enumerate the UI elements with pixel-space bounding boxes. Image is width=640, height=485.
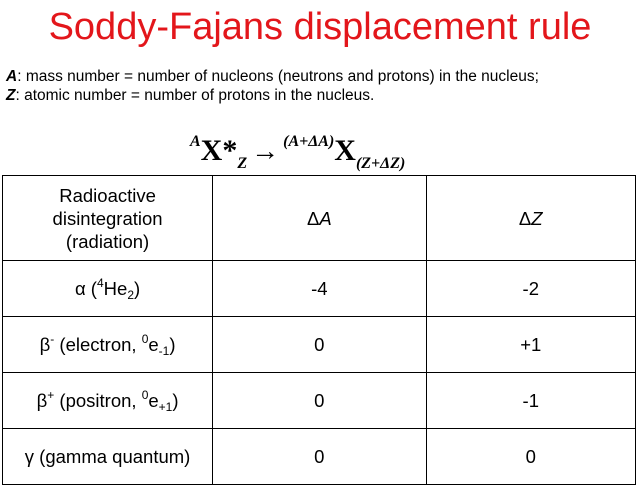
table-header-row: [3, 176, 636, 261]
mass-sup: 0: [141, 331, 149, 346]
decay-table: [2, 175, 636, 485]
formula-atomic-sub: Z: [237, 155, 248, 172]
table-row: [3, 261, 636, 317]
radiation-gamma: [3, 429, 213, 485]
header-var: Z: [531, 207, 543, 229]
definition-mass-number: [6, 67, 638, 86]
header-delta-z: [426, 176, 635, 261]
definitions: [6, 67, 638, 105]
header-line: Radioactive: [59, 184, 156, 206]
delta-a-value: 0: [213, 317, 426, 373]
table-row: [3, 373, 636, 429]
close-paren: ): [172, 389, 179, 411]
delta-a-value: -4: [213, 261, 426, 317]
radiation-alpha: [3, 261, 213, 317]
particle-label: γ (gamma quantum): [24, 445, 191, 467]
close-paren: ): [134, 277, 141, 299]
formula-element: X*: [200, 134, 238, 167]
nuclide-base: He: [103, 277, 128, 299]
delta-z-value: -2: [426, 261, 635, 317]
delta-a-value: 0: [213, 373, 426, 429]
nuclide-base: e: [148, 333, 159, 355]
mass-sup: 0: [141, 387, 149, 402]
particle-charge: +: [47, 387, 55, 402]
delta-z-value: +1: [426, 317, 635, 373]
page-title: Soddy-Fajans displacement rule: [48, 6, 592, 48]
definition-text: : mass number = number of nucleons (neutrons and protons) in the nucleus;: [17, 68, 539, 85]
header-radiation: [3, 176, 213, 261]
formula-result-element: X: [334, 134, 356, 167]
particle-desc: (positron,: [54, 389, 142, 411]
definition-symbol: A: [6, 68, 18, 85]
delta-z-value: 0: [426, 429, 635, 485]
table-row: [3, 429, 636, 485]
particle-label: β: [36, 389, 48, 411]
charge-sub: -1: [158, 343, 170, 358]
formula-mass-sup: A: [190, 133, 201, 150]
charge-sub: +1: [158, 399, 173, 414]
particle-label: α (: [74, 277, 97, 299]
table-row: [3, 317, 636, 373]
delta-symbol: Δ: [518, 207, 532, 229]
radiation-beta-plus: [3, 373, 213, 429]
nuclide-base: e: [148, 389, 159, 411]
arrow-icon: →: [251, 136, 280, 167]
definition-symbol: Z: [6, 87, 16, 104]
definition-text: : atomic number = number of protons in the nucleus.: [15, 87, 375, 104]
formula-result-sup: (A+ΔA): [283, 133, 335, 150]
header-line: disintegration: [52, 207, 163, 229]
header-var: A: [319, 207, 332, 229]
delta-a-value: 0: [213, 429, 426, 485]
mass-sup: 4: [96, 275, 104, 290]
delta-symbol: Δ: [306, 207, 320, 229]
particle-charge: -: [50, 331, 55, 346]
particle-desc: (electron,: [54, 333, 142, 355]
charge-sub: 2: [127, 287, 134, 302]
delta-z-value: -1: [426, 373, 635, 429]
close-paren: ): [169, 333, 176, 355]
particle-label: β: [39, 333, 51, 355]
header-delta-a: [213, 176, 426, 261]
formula-result-sub: (Z+ΔZ): [355, 155, 406, 172]
definition-atomic-number: [6, 86, 638, 105]
radiation-beta-minus: [3, 317, 213, 373]
header-line: (radiation): [65, 230, 150, 252]
